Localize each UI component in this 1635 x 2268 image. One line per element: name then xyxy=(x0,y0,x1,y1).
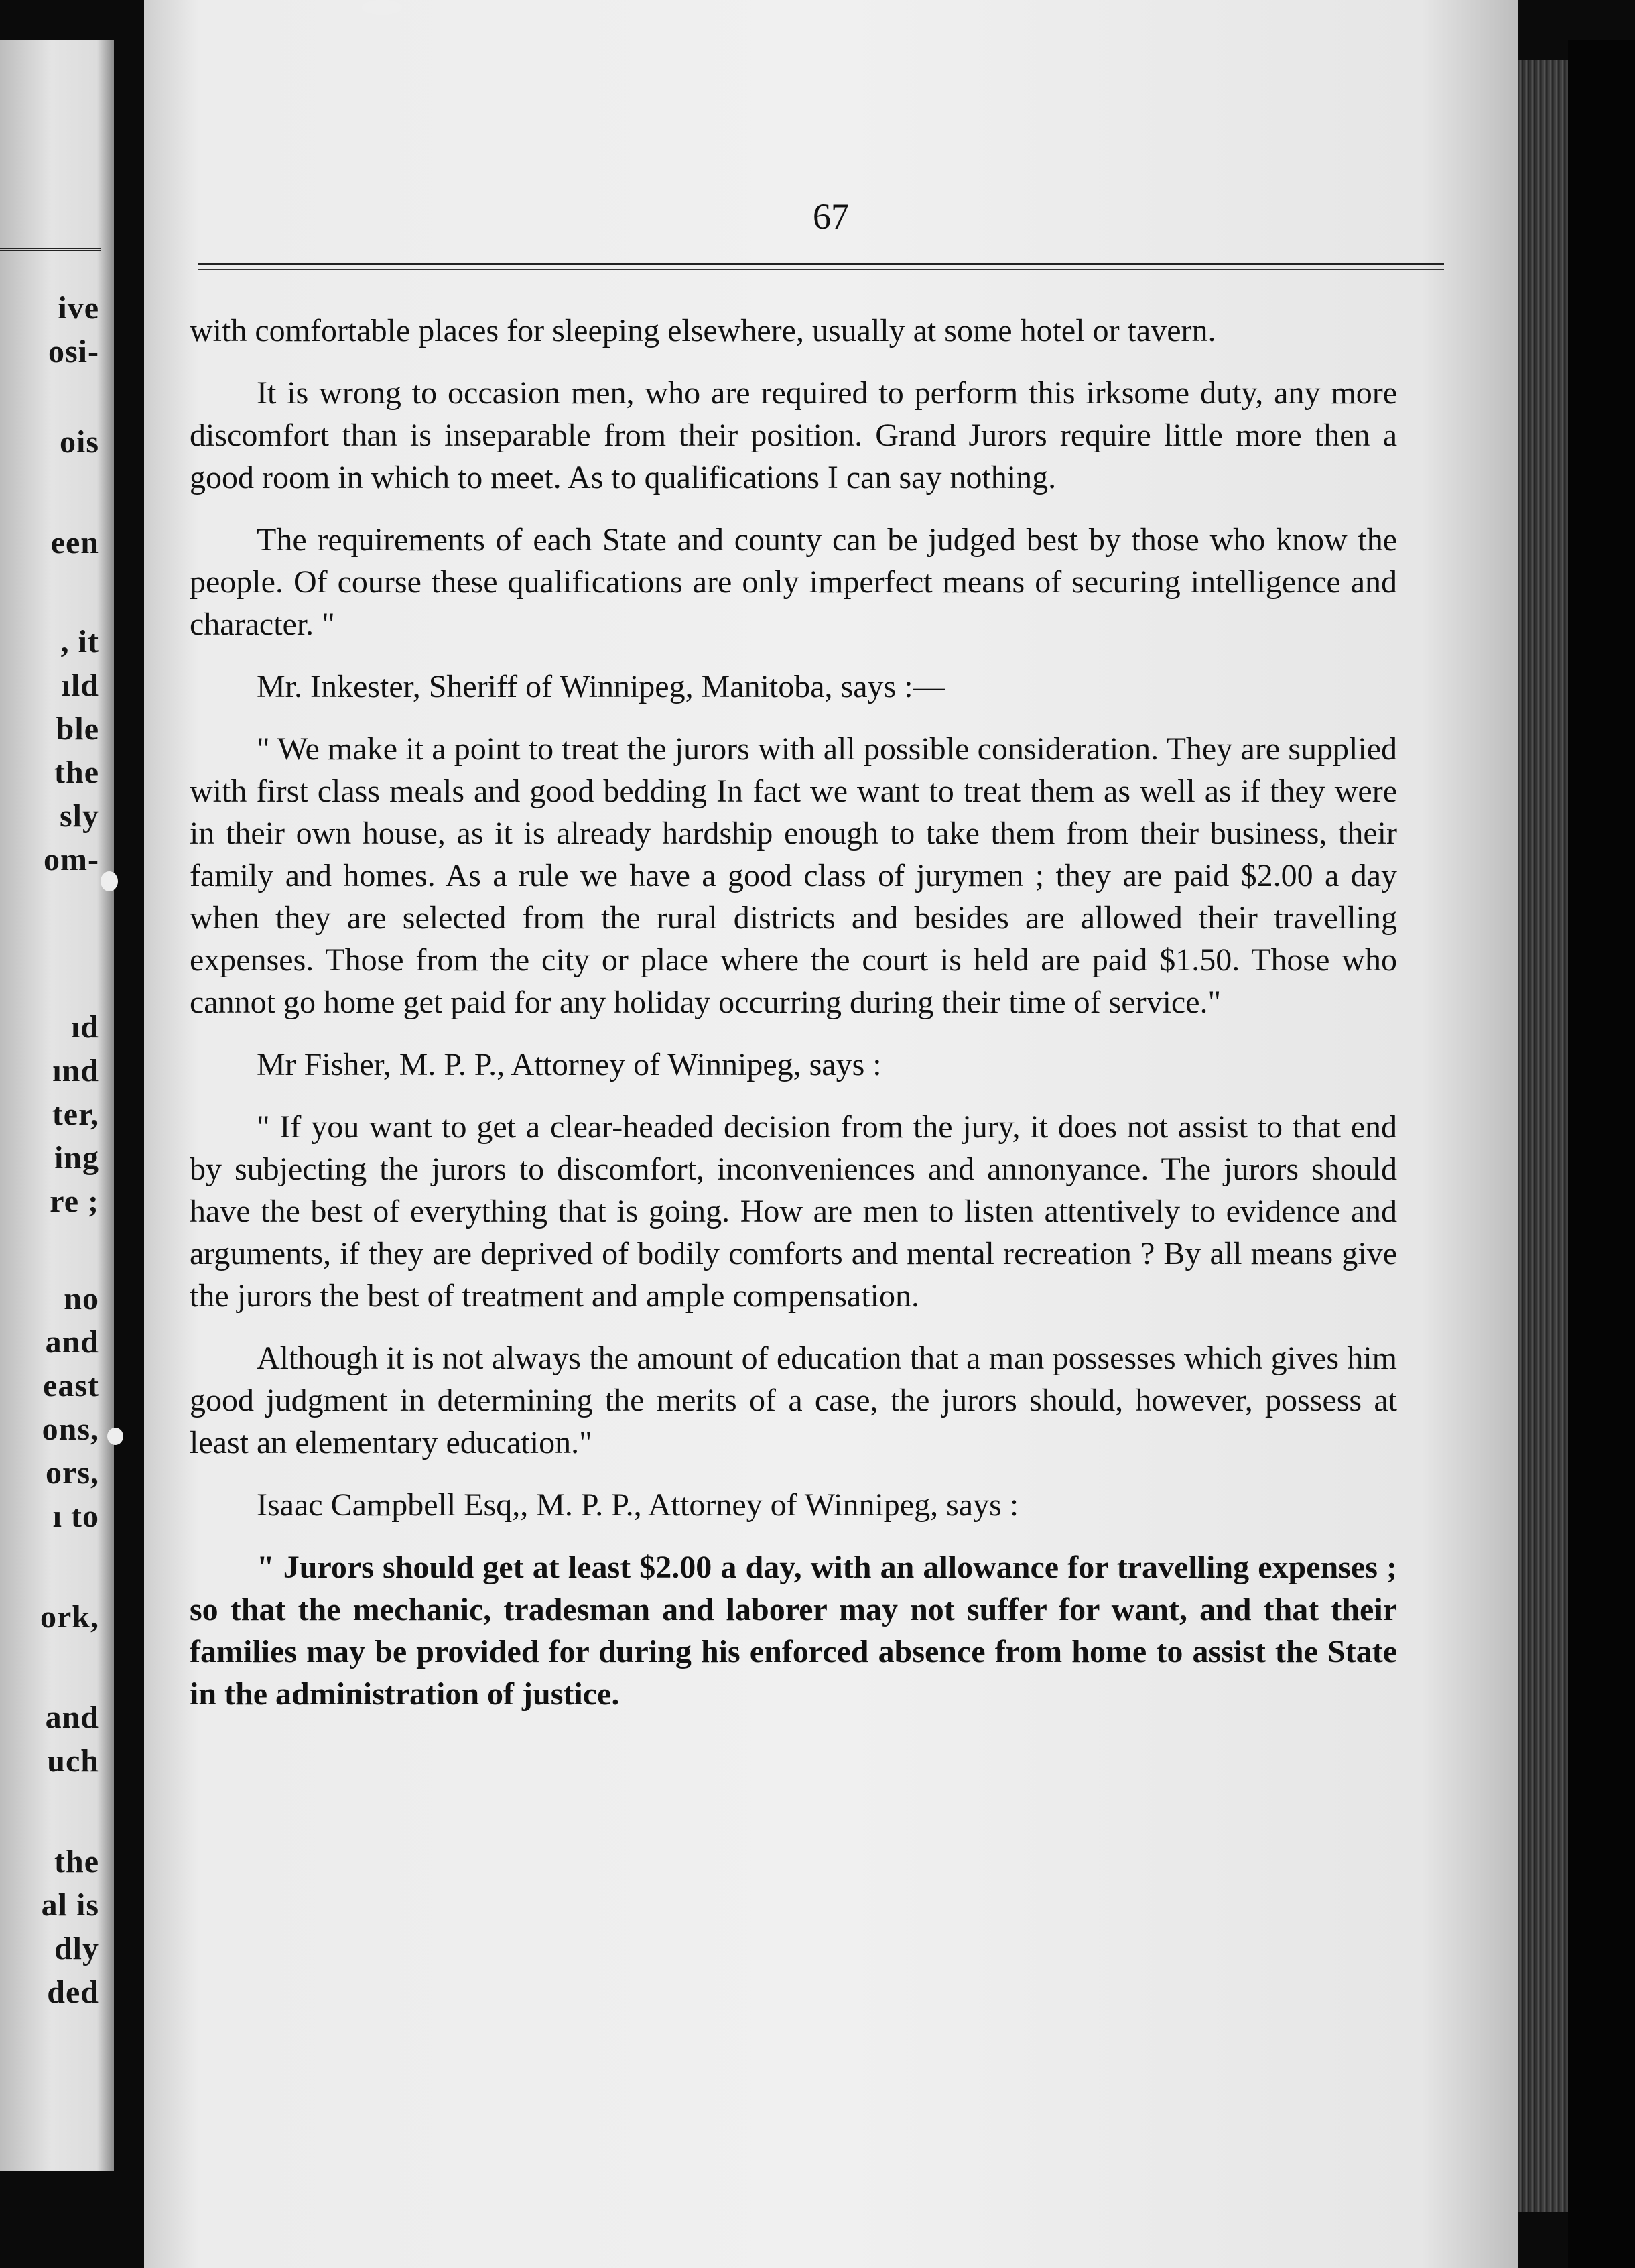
left-fragment: , it xyxy=(60,624,99,659)
left-fragment: ons, xyxy=(42,1411,99,1447)
left-fragment: ive xyxy=(58,290,99,326)
speaker-line: Mr. Inkester, Sheriff of Winnipeg, Manitoba, says :— xyxy=(257,669,945,704)
book-edge xyxy=(1568,40,1635,2268)
left-page-rule xyxy=(0,248,101,251)
left-fragment: no xyxy=(64,1281,99,1316)
left-fragment: ınd xyxy=(52,1053,99,1088)
left-fragment: re ; xyxy=(50,1184,99,1219)
left-fragment: osi- xyxy=(48,334,99,369)
page-text xyxy=(190,310,1397,1735)
left-fragment: ıd xyxy=(70,1009,99,1045)
paragraph: It is wrong to occasion men, who are required to perform this irksome duty, any more discomfort than is inseparable from their position. Grand Jurors require little more then a good room in which to meet. As to qualifications I can say nothing. xyxy=(190,375,1397,495)
left-fragment: om- xyxy=(44,842,99,877)
left-fragment: een xyxy=(50,525,99,560)
left-fragment: ıld xyxy=(61,668,99,703)
left-fragment: ded xyxy=(47,1974,99,2010)
left-fragment: east xyxy=(43,1368,99,1403)
left-fragment: dly xyxy=(54,1931,99,1966)
left-fragment: ing xyxy=(54,1140,99,1176)
speaker-line: Isaac Campbell Esq,, M. P. P., Attorney of Winnipeg, says : xyxy=(257,1487,1019,1523)
left-fragment: sly xyxy=(59,798,99,834)
scan-speck xyxy=(107,1428,123,1445)
paragraph: with comfortable places for sleeping elsewhere, usually at some hotel or tavern. xyxy=(190,313,1216,349)
left-fragment: al is xyxy=(41,1887,99,1923)
quote-paragraph: " Jurors should get at least $2.00 a day, with an allowance for travelling expenses ; so that the mechanic, tradesman and laborer may not suffer for want, and that their families may be provided for during his enforced absence from home to assist the State in the administration of justice. xyxy=(190,1550,1397,1712)
speaker-line: Mr Fisher, M. P. P., Attorney of Winnipeg, says : xyxy=(257,1047,882,1082)
left-fragment: the xyxy=(54,1844,99,1879)
header-rule xyxy=(198,263,1444,270)
paragraph: The requirements of each State and county can be judged best by those who know the people. Of course these qualifications are only imperfect means of securing intelligence and character. " xyxy=(190,522,1397,642)
scan-speck xyxy=(362,0,402,15)
left-fragment: ter, xyxy=(52,1096,99,1132)
book-page xyxy=(144,0,1518,2268)
scan-speck xyxy=(101,871,118,891)
left-fragment: ı to xyxy=(52,1499,99,1534)
left-fragment: ble xyxy=(56,711,99,747)
left-fragment: and xyxy=(45,1700,99,1735)
left-fragment: ork, xyxy=(40,1599,99,1635)
left-fragment: the xyxy=(54,755,99,790)
paragraph: Although it is not always the amount of education that a man possesses which gives him good judgment in determining the merits of a case, the jurors should, however, possess at least an elementary education." xyxy=(190,1340,1397,1460)
left-fragment: ors, xyxy=(46,1455,99,1491)
left-fragment: ois xyxy=(59,424,99,460)
page-number: 67 xyxy=(813,196,849,237)
left-facing-page xyxy=(0,40,114,2171)
left-fragment: uch xyxy=(47,1743,99,1779)
quote-paragraph: " We make it a point to treat the jurors with all possible consideration. They are supplied with first class meals and good bedding In fact we want to treat them as well as if they were in their own house, as it is already hardship enough to take them from their business, their family and homes. As a rule we have a good class of jurymen ; they are paid $2.00 a day when they are selected from the rural districts and besides are allowed their travelling expenses. Those from the city or place where the court is held are paid $1.50. Those who cannot go home get paid for any holiday occurring during their time of service." xyxy=(190,731,1397,1020)
left-fragment: and xyxy=(45,1324,99,1360)
quote-paragraph: " If you want to get a clear-headed decision from the jury, it does not assist to that end by subjecting the jurors to discomfort, inconveniences and annonyance. The jurors should have the best of everything that is going. How are men to listen attentively to evidence and arguments, if they are deprived of bodily comforts and mental recreation ? By all means give the jurors the best of treatment and ample compensation. xyxy=(190,1109,1397,1314)
